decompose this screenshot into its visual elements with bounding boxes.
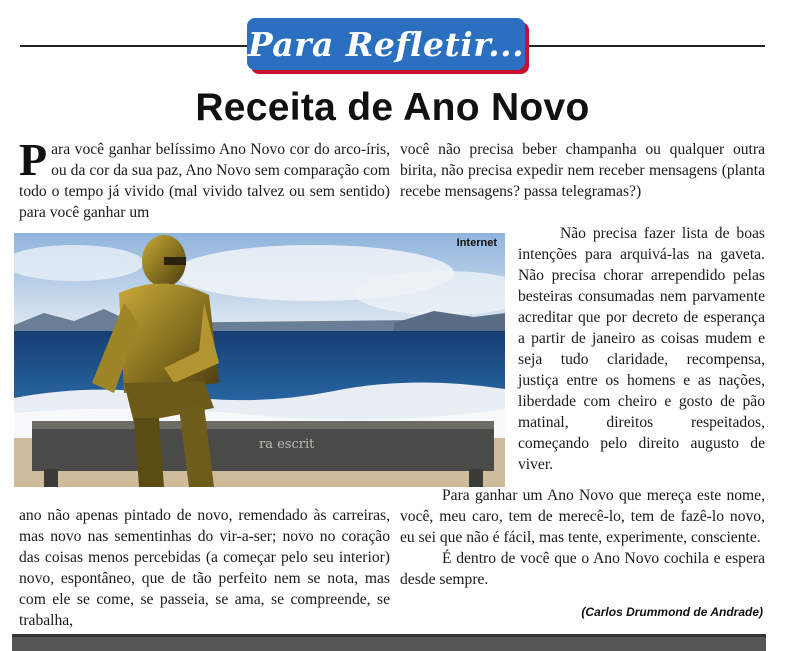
next-section-frame: [12, 634, 766, 651]
paragraph-right-middle: Não precisa fazer lista de boas intenções para arquivá-las na gaveta. Não precisa chorar arrependido pelas besteiras consumadas nem parvamente acreditar que por decreto de esperança a partir de janeiro as coisas mudem e seja tudo claridade, recompensa, justiça entre os homens e as nações, liberdade com cheiro e gosto de pão matinal, direitos respeitados, começando pelo direito augusto de viver.: [518, 225, 765, 473]
column-right-bottom: [400, 485, 765, 590]
column-left-top: [19, 134, 390, 223]
paragraph-right-bottom-1: Para ganhar um Ano Novo que mereça este nome, você, meu caro, tem de merecê-lo, tem de fazê-lo novo, eu sei que não é fácil, mas tente, experimente, consciente.: [400, 487, 765, 546]
paragraph-right-bottom-2: É dentro de você que o Ano Novo cochila e espera desde sempre.: [400, 550, 765, 588]
section-rule-right: [528, 45, 765, 47]
article-title: Receita de Ano Novo: [195, 86, 590, 129]
paragraph-left-bottom: ano não apenas pintado de novo, remendado às carreiras, mas novo nas sementinhas do vir-a-ser; novo no coração das coisas menos percebidas (a começar pelo seu interior) novo, espontâneo, que de tão perfeito nem se nota, mas com ele se come, se passeia, se ama, se compreende, se trabalha,: [19, 507, 390, 629]
statue-photo: [14, 233, 505, 487]
opening-text: ara você ganhar belíssimo Ano Novo cor do arco-íris, ou da cor da sua paz, Ano Novo sem comparação com todo o tempo já vivido (mal vivido talvez ou sem sentido) para você ganhar um: [19, 141, 390, 221]
paragraph-opening: [19, 134, 390, 223]
section-rule-left: [20, 45, 250, 47]
bench-inscription: ra escrit: [259, 437, 315, 452]
column-right-middle: [518, 223, 765, 475]
statue-photo-image: [14, 233, 505, 487]
author-signature: (Carlos Drummond de Andrade): [581, 605, 763, 619]
column-right-top: [400, 139, 765, 202]
column-left-bottom: [19, 505, 390, 631]
photo-credit: Internet: [456, 237, 497, 249]
drop-cap: P: [19, 134, 48, 185]
paragraph-right-top: você não precisa beber champanha ou qualquer outra birita, não precisa expedir nem receber mensagens (planta recebe mensagens? passa telegramas?): [400, 141, 765, 200]
section-banner: Para Refletir...: [247, 18, 525, 70]
